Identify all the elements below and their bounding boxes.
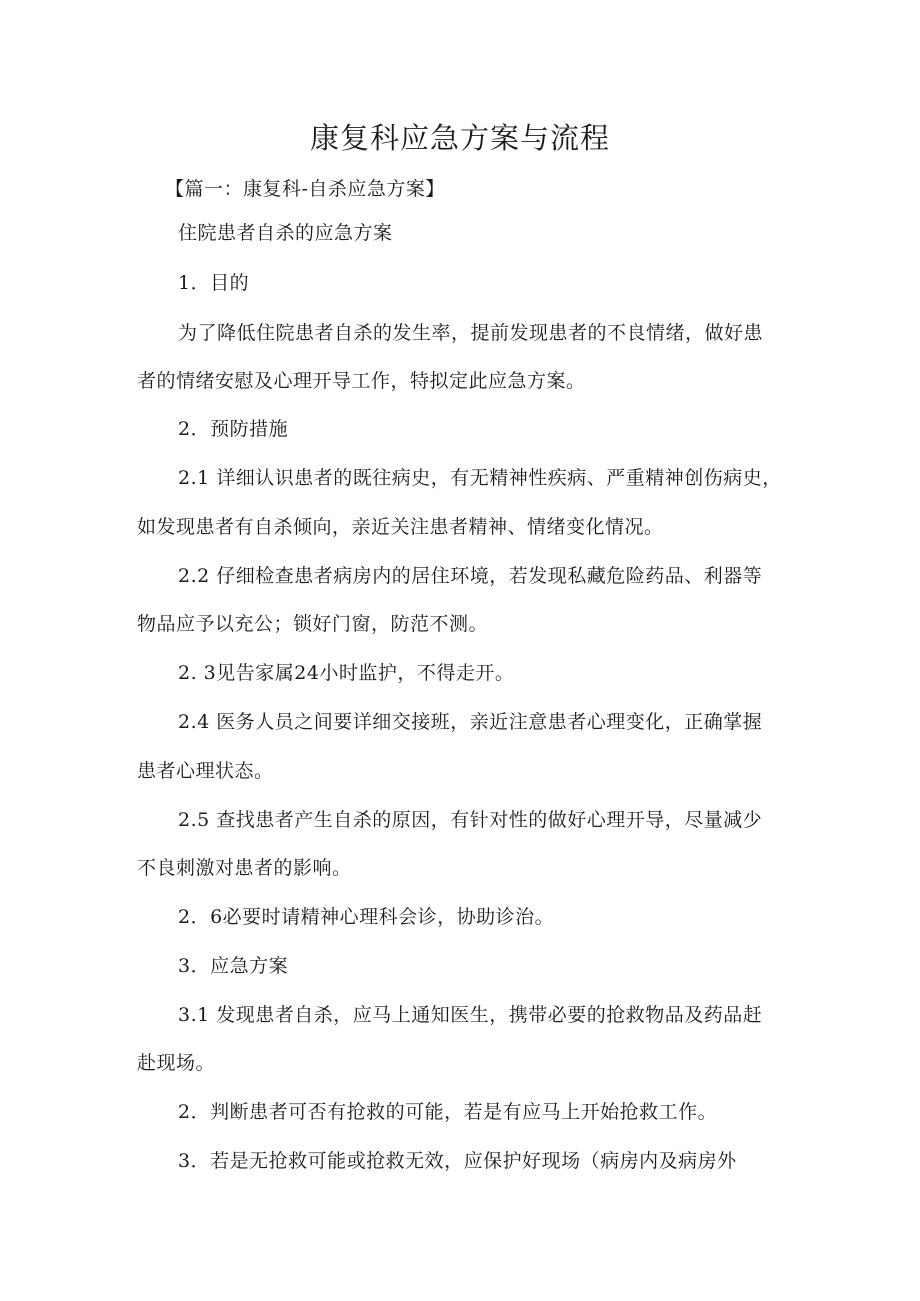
paragraph-line: 者的情绪安慰及心理开导工作，特拟定此应急方案。 (137, 370, 586, 392)
paragraph-line: 不良刺激对患者的影响。 (137, 857, 352, 879)
paragraph-line: 赴现场。 (137, 1052, 216, 1074)
paragraph-line: 2．6必要时请精神心理科会诊，协助诊治。 (178, 906, 555, 928)
paragraph-line: 物品应予以充公；锁好门窗，防范不测。 (137, 613, 489, 635)
paragraph-line: 为了降低住院患者自杀的发生率，提前发现患者的不良情绪，做好患 (178, 322, 764, 344)
paragraph-line: 患者心理状态。 (137, 760, 274, 782)
paragraph-line: 2.1 详细认识患者的既往病史，有无精神性疾病、严重精神创伤病史， (178, 467, 782, 489)
paragraph-line: 2．判断患者可否有抢救的可能，若是有应马上开始抢救工作。 (178, 1101, 718, 1123)
paragraph-line: 2.5 查找患者产生自杀的原因，有针对性的做好心理开导，尽量减少 (178, 809, 763, 831)
paragraph-line: 2.4 医务人员之间要详细交接班，亲近注意患者心理变化，正确掌握 (178, 711, 763, 733)
subtitle: 住院患者自杀的应急方案 (178, 222, 393, 244)
paragraph-line: 如发现患者有自杀倾向，亲近关注患者精神、情绪变化情况。 (137, 516, 664, 538)
paragraph-line: 2. 3见告家属24小时监护，不得走开。 (178, 662, 515, 684)
section-heading: 【篇一：康复科-自杀应急方案】 (165, 178, 445, 200)
paragraph-line: 2.2 仔细检查患者病房内的居住环境，若发现私藏危险药品、利器等 (178, 565, 763, 587)
paragraph-line: 3.1 发现患者自杀，应马上通知医生，携带必要的抢救物品及药品赶 (178, 1004, 763, 1026)
section-1-heading: 1．目的 (178, 272, 250, 294)
paragraph-line: 3．若是无抢救可能或抢救无效，应保护好现场（病房内及病房外 (178, 1150, 737, 1172)
section-3-heading: 3．应急方案 (178, 955, 289, 977)
section-2-heading: 2．预防措施 (178, 418, 289, 440)
document-title: 康复科应急方案与流程 (309, 121, 610, 155)
